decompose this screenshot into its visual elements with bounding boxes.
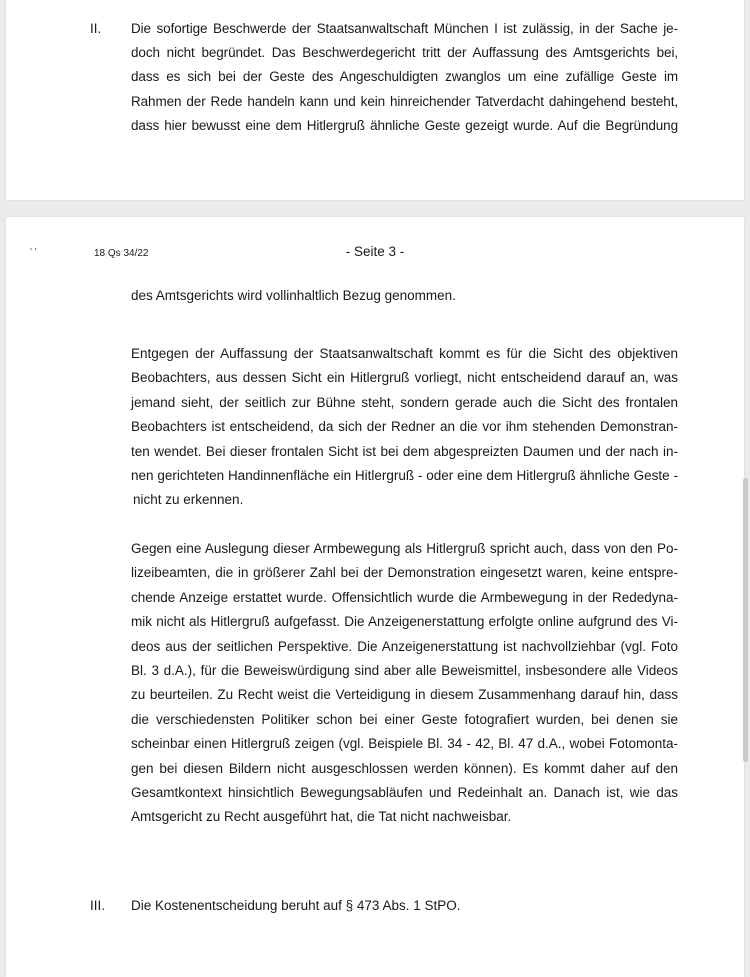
scrollbar-thumb[interactable] xyxy=(743,478,748,762)
paragraph-1 xyxy=(131,342,678,513)
text-line: dass es sich bei der Geste des Angeschuldigten zwanglos um eine zufällige Geste im xyxy=(131,69,678,84)
text-line: nicht zu erkennen. xyxy=(133,492,244,508)
text-line: nen gerichteten Handinnenfläche ein Hitlergruß - oder eine dem Hitlergruß ähnliche Geste - xyxy=(131,468,678,484)
file-number: 18 Qs 34/22 xyxy=(94,248,149,259)
text-line: dass hier bewusst eine dem Hitlergruß ähnliche Geste gezeigt wurde. Auf die Begründung xyxy=(131,118,678,133)
page-number-label: - Seite 3 - xyxy=(345,244,405,259)
text-line: Die sofortige Beschwerde der Staatsanwaltschaft München I ist zulässig, in der Sache je- xyxy=(131,21,678,36)
continuation-text xyxy=(131,284,678,308)
text-line: Beobachters ist entscheidend, da sich der Redner an die vor ihm stehenden Demonstran- xyxy=(131,419,678,435)
document-page-1 xyxy=(6,0,744,200)
text-line: Rahmen der Rede handeln kann und kein hinreichender Tatverdacht dahingehend besteht, xyxy=(131,94,678,109)
text-line: scheinbar einen Hitlergruß zeigen (vgl. Beispiele Bl. 34 - 42, Bl. 47 d.A., wobei Fotomonta- xyxy=(131,736,678,752)
text-line: Entgegen der Auffassung der Staatsanwaltschaft kommt es für die Sicht des objektiven xyxy=(131,346,678,361)
text-line: mik nicht als Hitlergruß aufgefasst. Die Anzeigenerstattung erfolgte online aufgrund des Vi- xyxy=(131,614,678,630)
section-number-iii: III. xyxy=(90,898,106,913)
text-line: deos aus der seitlichen Perspektive. Die Anzeigenerstattung ist nachvollziehbar (vgl. Foto xyxy=(131,638,678,654)
text-line: Gesamtkontext hinsichtlich Bewegungsabläufen und Redeinhalt an. Danach ist, wie das xyxy=(131,785,678,801)
document-page-2 xyxy=(6,217,744,977)
text-line: lizeibeamten, die in größerer Zahl bei der Demonstration eingesetzt waren, keine entspre- xyxy=(131,565,678,581)
text-line: Gegen eine Auslegung dieser Armbewegung als Hitlergruß spricht auch, dass von den Po- xyxy=(131,541,678,556)
text-line: chende Anzeige erstattet wurde. Offensichtlich wurde die Armbewegung in der Rededyna- xyxy=(131,589,678,605)
text-line: zu beurteilen. Zu Recht weist die Verteidigung in diesem Zusammenhang darauf hin, dass xyxy=(131,687,678,703)
text-line: Bl. 3 d.A.), für die Beweiswürdigung sind aber alle Beweismittel, insbesondere alle Videos xyxy=(131,663,678,679)
section-iii-text xyxy=(131,894,678,918)
text-line: ten wendet. Bei dieser frontalen Sicht ist bei dem abgespreizten Daumen und der nach in- xyxy=(131,443,678,459)
margin-marks: ' ' xyxy=(30,247,37,258)
text-line: des Amtsgerichts wird vollinhaltlich Bezug genommen. xyxy=(131,288,456,303)
text-line: gen bei diesen Bildern nicht ausgeschlossen werden können). Es kommt daher auf den xyxy=(131,760,678,776)
text-line: jemand sieht, der seitlich zur Bühne steht, sondern gerade auch die Sicht des frontalen xyxy=(131,394,678,410)
text-line: doch nicht begründet. Das Beschwerdegericht tritt der Auffassung des Amtsgerichts bei, xyxy=(131,45,678,60)
text-line: Die Kostenentscheidung beruht auf § 473 Abs. 1 StPO. xyxy=(131,898,461,913)
section-number-ii: II. xyxy=(90,21,102,36)
text-line: Amtsgericht zu Recht ausgeführt hat, die Tat nicht nachweisbar. xyxy=(131,809,512,825)
text-line: die verschiedensten Politiker schon bei einer Geste fotografiert wurden, bei denen sie xyxy=(131,711,678,727)
text-line: Beobachters, aus dessen Sicht ein Hitlergruß vorliegt, nicht entscheidend darauf an, was xyxy=(131,370,678,386)
paragraph-2 xyxy=(131,537,678,830)
